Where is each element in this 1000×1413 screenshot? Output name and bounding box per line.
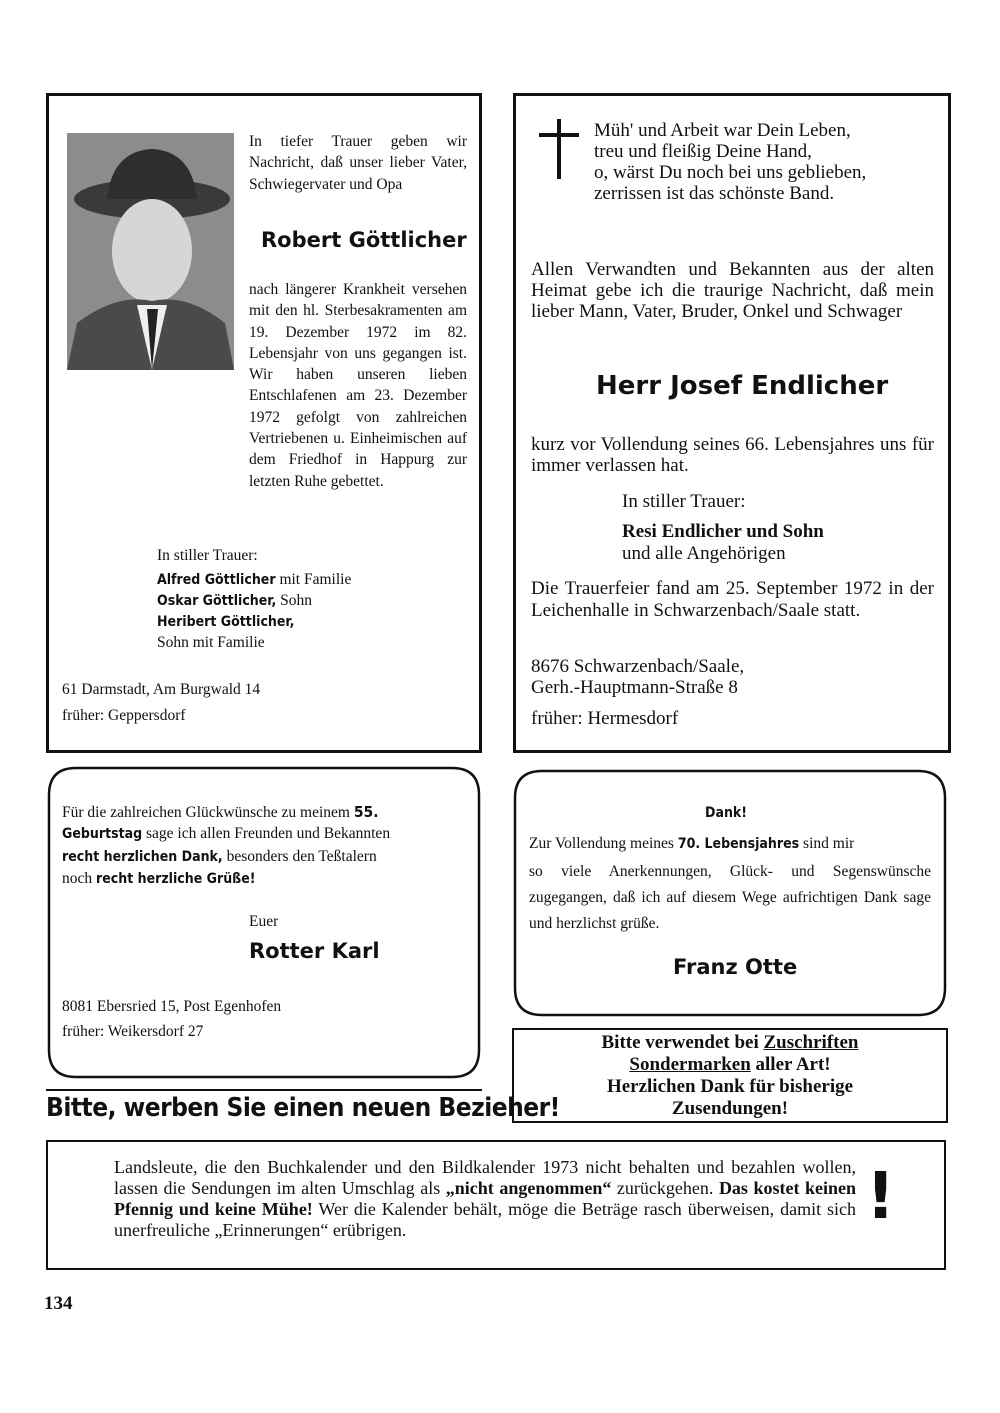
thanks2-t1c: sind mir xyxy=(803,835,855,852)
stamps-line2b: aller Art! xyxy=(755,1054,831,1075)
obit1-intro: In tiefer Trauer geben wir Nachricht, daß unser lieber Vater, Schwiegervater und Opa xyxy=(249,133,467,193)
portrait-photo xyxy=(67,133,234,370)
thanks1-text xyxy=(62,802,467,890)
notice-text xyxy=(114,1157,856,1241)
obit2-name: Herr Josef Endlicher xyxy=(596,371,889,401)
obit1-mourner-2-name: Oskar Göttlicher, xyxy=(157,593,277,609)
appeal-text: Bitte, werben Sie einen neuen Bezieher! xyxy=(46,1093,560,1123)
thanks2-t1b: 70. Lebensjahres xyxy=(677,836,800,852)
thanks2-t1: Zur Vollendung meines xyxy=(529,835,674,852)
thanks2-t2: so viele Anerkennungen, Glück- und Segenswünsche zugegangen, daß ich auf diesem Wege aufrichtigen Dank sage und herzlichst grüße. xyxy=(529,863,931,932)
appeal-rule xyxy=(46,1089,482,1091)
thanks1-line1 xyxy=(62,802,467,823)
stamps-line4: Zusendungen! xyxy=(671,1098,789,1119)
obit2-mourners-rest: und alle Angehörigen xyxy=(622,543,786,564)
thanks1-closing: Euer xyxy=(249,913,279,930)
obit2-verse-4: zerrissen ist das schönste Band. xyxy=(594,183,835,204)
obit2-intro: Allen Verwandten und Bekannten aus der alten Heimat gebe ich die traurige Nachricht, daß mein lieber Mann, Vater, Bruder, Onkel und Schwager xyxy=(531,259,934,322)
stamps-line3: Herzlichen Dank für bisherige xyxy=(606,1076,854,1097)
obit1-mourner-1 xyxy=(157,569,351,591)
page-number: 134 xyxy=(44,1293,73,1314)
obit1-mourner-2 xyxy=(157,590,312,612)
obit1-mourner-3-rest: Sohn mit Familie xyxy=(157,634,265,651)
thanks1-t2: sage ich allen Freunden und Bekannten xyxy=(146,825,391,843)
obit2-verse-2: treu und fleißig Deine Hand, xyxy=(594,141,812,162)
stamps-line1b: Zuschriften xyxy=(763,1032,859,1053)
thanks1-t4: noch xyxy=(62,869,93,887)
thanks1-t1: Für die zahlreichen Glückwünsche zu meinem xyxy=(62,804,350,821)
stamps-line2 xyxy=(512,1054,948,1076)
notice-p3: Wer die Kalender behält, möge die Beträge rasch überweisen, damit sich unerfreuliche „Erinnerungen“ erübrigen. xyxy=(114,1199,856,1240)
obit2-mourners-bold: Resi Endlicher und Sohn xyxy=(622,521,824,542)
thanks2-title: Dank! xyxy=(705,805,748,821)
obit2-body: kurz vor Vollendung seines 66. Lebensjahres uns für immer verlassen hat. xyxy=(531,434,934,476)
stamps-text xyxy=(512,1032,948,1120)
obit2-mourning-label: In stiller Trauer: xyxy=(622,491,746,512)
obit1-body: nach längerer Krankheit versehen mit den hl. Sterbesakramenten am 19. Dezember 1972 im 82. Lebensjahr von uns gegangen ist. Wir haben unseren lieben Entschlafenen am 23. Dezember 1972 gefolgt von zahlreichen Vertriebenen u. Einheimischen auf dem Friedhof in Happurg zur letzten Ruhe gebettet. xyxy=(249,281,467,490)
obit1-mourner-1-name: Alfred Göttlicher xyxy=(157,572,276,588)
obit1-name: Robert Göttlicher xyxy=(261,228,467,252)
notice-p1b: „nicht angenommen“ xyxy=(445,1178,612,1198)
thanks1-address: 8081 Ebersried 15, Post Egenhofen xyxy=(62,998,282,1015)
thanks1-t3b: recht herzlichen Dank, xyxy=(62,848,223,865)
thanks1-line2 xyxy=(62,823,467,845)
stamps-line2a: Sondermarken xyxy=(629,1054,751,1075)
obit2-former: früher: Hermesdorf xyxy=(531,708,679,729)
exclamation-mark: ! xyxy=(866,1160,896,1234)
obit2-funeral: Die Trauerfeier fand am 25. September 1972 in der Leichenhalle in Schwarzenbach/Saale statt. xyxy=(531,578,934,621)
thanks1-t3: besonders den Teßtalern xyxy=(226,847,377,865)
obit2-verse xyxy=(594,120,929,204)
obit2-verse-3: o, wärst Du noch bei uns geblieben, xyxy=(594,162,867,183)
thanks2-line1 xyxy=(529,833,931,855)
obit1-mourner-3 xyxy=(157,611,294,633)
obit1-mourner-3-name: Heribert Göttlicher, xyxy=(157,614,295,630)
obit1-address: 61 Darmstadt, Am Burgwald 14 xyxy=(62,681,261,698)
thanks1-former: früher: Weikersdorf 27 xyxy=(62,1023,204,1040)
obit1-mourner-1-rest: mit Familie xyxy=(279,571,352,588)
notice-p2b: Das kostet keinen Pfennig und keine Mühe! xyxy=(114,1178,857,1219)
thanks1-t4b: recht herzliche Grüße! xyxy=(96,870,256,887)
obit1-mourning-label: In stiller Trauer: xyxy=(157,547,258,564)
thanks2-name: Franz Otte xyxy=(673,955,798,979)
thanks1-line3 xyxy=(62,846,467,868)
thanks1-t1b: 55. xyxy=(353,803,379,821)
portrait-image xyxy=(67,133,234,370)
thanks1-line4 xyxy=(62,868,467,890)
obit1-former: früher: Geppersdorf xyxy=(62,707,186,724)
obit2-address-2: Gerh.-Hauptmann-Straße 8 xyxy=(531,677,738,698)
stamps-line1a: Bitte verwendet bei xyxy=(601,1032,759,1053)
cross-icon xyxy=(539,117,579,181)
stamps-line1 xyxy=(512,1032,948,1054)
obit2-verse-1: Müh' und Arbeit war Dein Leben, xyxy=(594,120,851,141)
obit1-mourner-2-rest: Sohn xyxy=(280,592,313,609)
notice-p2: zurückgehen. xyxy=(616,1178,714,1198)
thanks1-name: Rotter Karl xyxy=(249,939,380,963)
thanks1-t2b: Geburtstag xyxy=(62,826,143,843)
obit2-address-1: 8676 Schwarzenbach/Saale, xyxy=(531,656,745,677)
notice-p1: Landsleute, die den Buchkalender und den Bildkalender 1973 nicht behalten und bezahlen wollen, lassen die Sendungen im alten Umschlag als xyxy=(114,1157,856,1198)
